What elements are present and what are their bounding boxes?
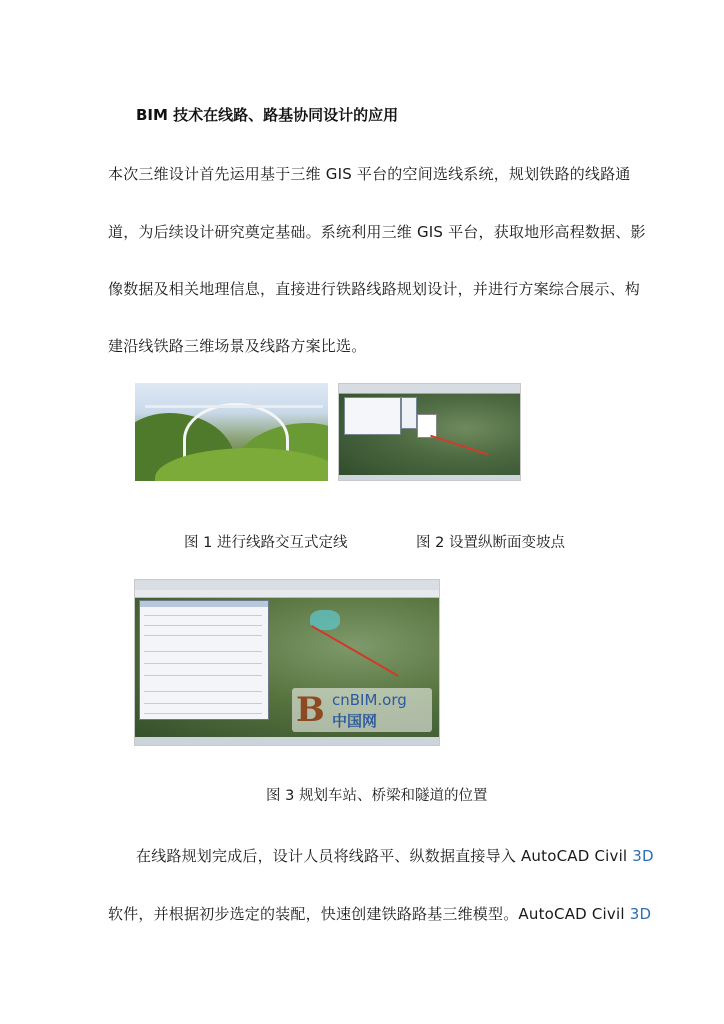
figure-1-bridge-photo	[135, 383, 328, 481]
watermark-domain: cnBIM.org	[332, 691, 407, 709]
paragraph-2-line-1-text: 在线路规划完成后，设计人员将线路平、纵数据直接导入 AutoCAD Civil	[136, 847, 633, 865]
paragraph-2-line-1	[136, 845, 654, 866]
figure-1-caption: 图 1 进行线路交互式定线	[184, 535, 348, 551]
paragraph-2-line-2-text: 软件，并根据初步选定的装配，快速创建铁路路基三维模型。AutoCAD Civil	[108, 905, 630, 923]
paragraph-2-line-1-3d: 3D	[632, 847, 654, 865]
paragraph-1-line-1: 本次三维设计首先运用基于三维 GIS 平台的空间选线系统，规划铁路的线路通	[108, 165, 631, 183]
paragraph-2-line-2-3d: 3D	[629, 905, 652, 923]
data-table-panel	[139, 600, 269, 720]
paragraph-1-line-4: 建沿线铁路三维场景及线路方案比选。	[108, 337, 367, 355]
cnbim-watermark-logo: B cnBIM.org 中国网	[292, 688, 432, 732]
figure-2-gis-screenshot	[338, 383, 521, 481]
section-heading: BIM 技术在线路、路基协同设计的应用	[136, 106, 399, 124]
paragraph-1-line-2: 道，为后续设计研究奠定基础。系统利用三维 GIS 平台，获取地形高程数据、影	[108, 223, 646, 241]
figure-3-caption: 图 3 规划车站、桥梁和隧道的位置	[266, 788, 488, 804]
figure-2-caption: 图 2 设置纵断面变坡点	[416, 535, 565, 551]
paragraph-1-line-3: 像数据及相关地理信息，直接进行铁路线路规划设计，并进行方案综合展示、构	[108, 280, 641, 298]
paragraph-2-line-2	[108, 903, 651, 924]
figure-3-gis-screenshot	[134, 579, 440, 746]
watermark-chinese: 中国网	[332, 712, 378, 730]
